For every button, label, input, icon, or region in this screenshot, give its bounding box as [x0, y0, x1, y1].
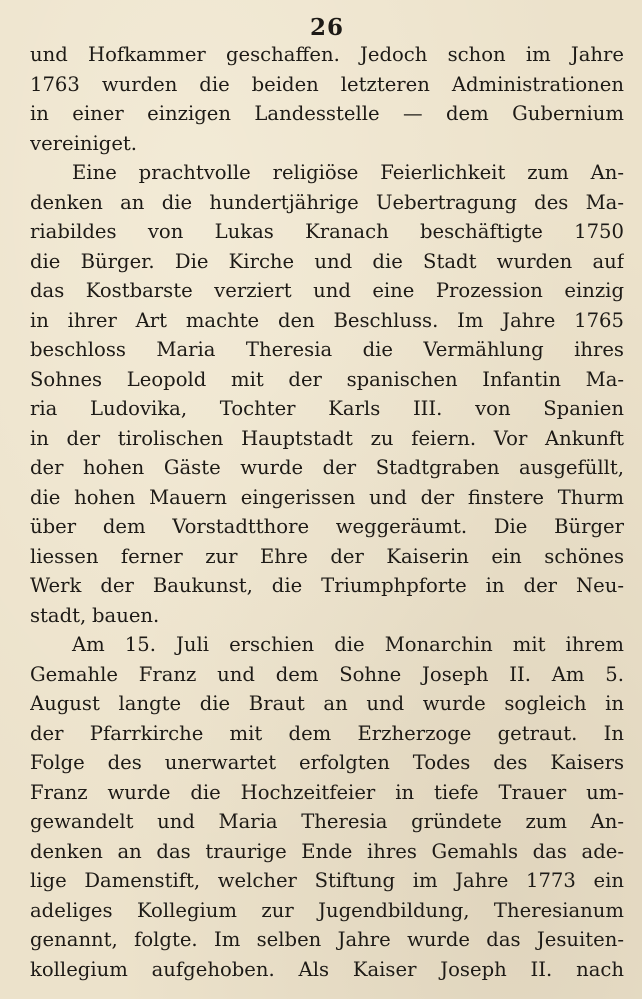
text-line: ria Ludovika, Tochter Karls III. von Spanien [30, 397, 624, 420]
text-line: das Kostbarste verziert und eine Prozession einzig [30, 279, 624, 302]
text-line: beschloss Maria Theresia die Vermählung ihres [30, 338, 624, 361]
text-line: in einer einzigen Landesstelle — dem Gubernium [30, 102, 624, 125]
text-line: 1763 wurden die beiden letzteren Administrationen [30, 72, 624, 96]
text-line: liessen ferner zur Ehre der Kaiserin ein schönes [30, 544, 624, 568]
text-line: Folge des unerwartet erfolgten Todes des Kaisers [30, 751, 624, 774]
text-line: genannt, folgte. Im selben Jahre wurde das Jesuiten- [30, 928, 624, 951]
text-line: Sohnes Leopold mit der spanischen Infantin Ma- [30, 367, 624, 391]
text-line: denken an das traurige Ende ihres Gemahls das ade- [30, 839, 624, 863]
text-line: vereiniget. [30, 131, 138, 155]
text-line: in der tirolischen Hauptstadt zu feiern. Vor Ankunft [30, 426, 624, 450]
text-line: August langte die Braut an und wurde sogleich in [30, 692, 624, 715]
body-text [30, 40, 624, 984]
text-line: denken an die hundertjährige Uebertragung des Ma- [30, 190, 624, 214]
page-number: 26 [309, 14, 344, 41]
text-line: stadt, bauen. [30, 603, 160, 627]
text-line: kollegium aufgehoben. Als Kaiser Joseph II. nach [30, 957, 624, 981]
text-line: und Hofkammer geschaffen. Jedoch schon im Jahre [30, 43, 624, 66]
text-line: adeliges Kollegium zur Jugendbildung, Theresianum [30, 898, 624, 922]
text-line: in ihrer Art machte den Beschluss. Im Jahre 1765 [30, 308, 624, 332]
paragraph-start-line: Eine prachtvolle religiöse Feierlichkeit zum An- [72, 161, 624, 184]
text-line: Franz wurde die Hochzeitfeier in tiefe Trauer um- [30, 780, 624, 804]
text-line: die Bürger. Die Kirche und die Stadt wurden auf [30, 249, 624, 273]
text-line: der Pfarrkirche mit dem Erzherzoge getraut. In [30, 721, 624, 745]
text-line: lige Damenstift, welcher Stiftung im Jahre 1773 ein [30, 869, 624, 892]
text-line: riabildes von Lukas Kranach beschäftigte 1750 [30, 220, 624, 243]
paragraph-start-line: Am 15. Juli erschien die Monarchin mit ihrem [72, 633, 624, 656]
text-line: die hohen Mauern eingerissen und der finstere Thurm [30, 485, 624, 509]
text-line: Gemahle Franz und dem Sohne Joseph II. Am 5. [30, 662, 624, 686]
text-line: der hohen Gäste wurde der Stadtgraben ausgefüllt, [30, 456, 624, 479]
text-line: gewandelt und Maria Theresia gründete zum An- [30, 810, 624, 833]
text-line: Werk der Baukunst, die Triumphpforte in der Neu- [30, 574, 624, 597]
text-line: über dem Vorstadtthore weggeräumt. Die Bürger [30, 515, 624, 538]
